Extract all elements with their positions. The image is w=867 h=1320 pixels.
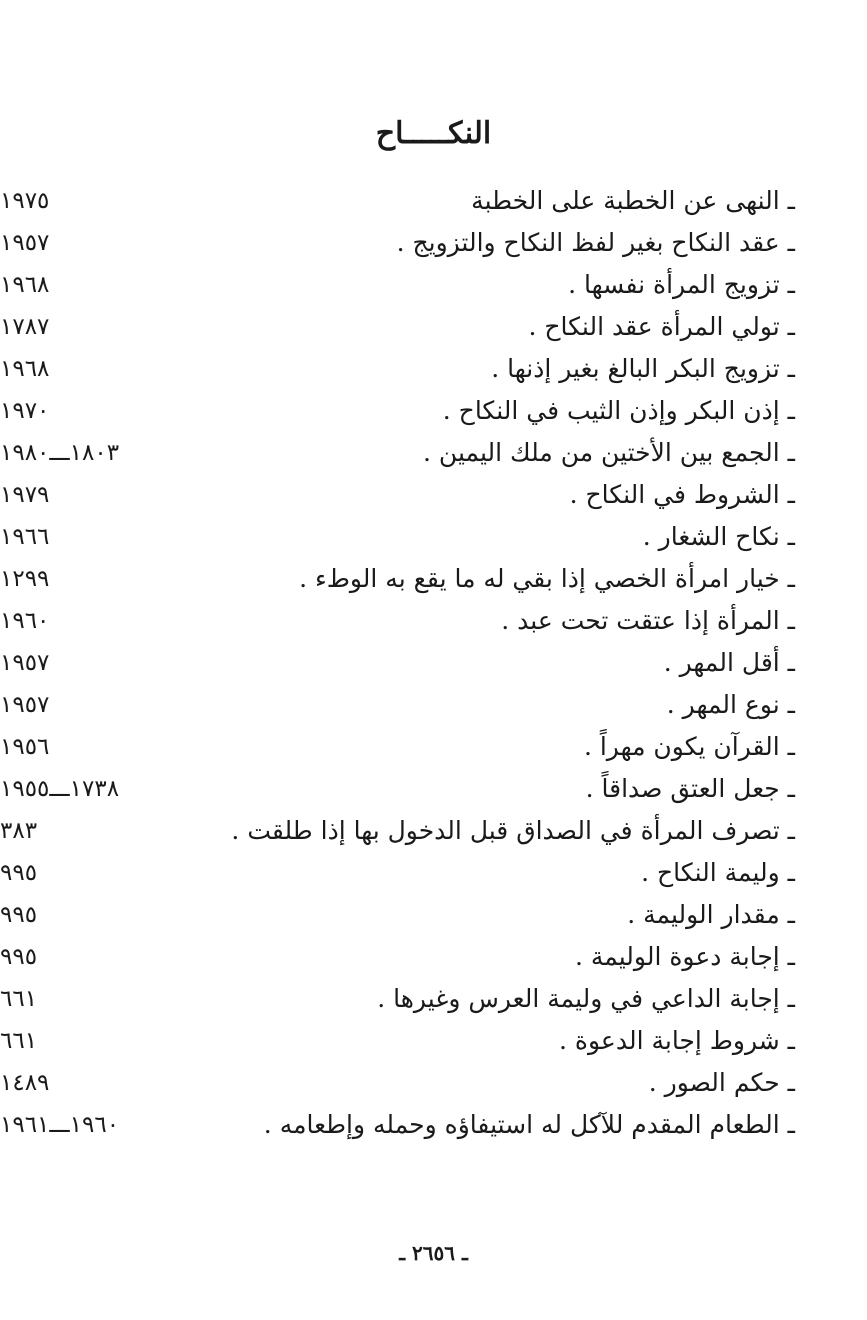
entry-pages: ٣٨٣ [0, 818, 38, 844]
page-number: ـ ٢٦٥٦ ـ [399, 1241, 468, 1265]
entry-text: ـ خيار امرأة الخصي إذا بقي له ما يقع به الوطء . [299, 564, 795, 593]
page-title: النكـــــاح [375, 116, 492, 151]
index-entry [0, 936, 867, 978]
entry-pages: ١٤٨٩ [0, 1070, 50, 1096]
index-entry [0, 768, 867, 810]
index-list [0, 180, 867, 1146]
index-entry [0, 684, 867, 726]
index-entry [0, 264, 867, 306]
entry-pages: ٩٩٥ [0, 944, 38, 970]
entry-text: ـ عقد النكاح بغير لفظ النكاح والتزويج . [396, 228, 795, 257]
entry-pages: ١٩٥٧ [0, 650, 50, 676]
index-entry [0, 726, 867, 768]
entry-pages: ١٩٧٥ [0, 188, 50, 214]
entry-text: ـ الشروط في النكاح . [569, 480, 795, 509]
entry-text: ـ مقدار الوليمة . [627, 900, 795, 929]
entry-pages: ١٨٠٣ـــ١٩٨٠ [0, 440, 120, 466]
index-entry [0, 348, 867, 390]
entry-text: ـ شروط إجابة الدعوة . [559, 1026, 795, 1055]
index-entry [0, 894, 867, 936]
entry-text: ـ القرآن يكون مهراً . [583, 732, 795, 761]
entry-text: ـ الطعام المقدم للآكل له استيفاؤه وحمله وإطعامه . [263, 1110, 795, 1139]
entry-text: ـ إجابة الداعي في وليمة العرس وغيرها . [377, 984, 795, 1013]
entry-text: ـ تصرف المرأة في الصداق قبل الدخول بها إذا طلقت . [231, 816, 795, 845]
entry-text: ـ المرأة إذا عتقت تحت عبد . [501, 606, 795, 635]
entry-text: ـ حكم الصور . [648, 1068, 795, 1097]
index-entry [0, 1104, 867, 1146]
entry-pages: ٩٩٥ [0, 860, 38, 886]
entry-text: ـ نوع المهر . [666, 690, 795, 719]
entry-text: ـ الجمع بين الأختين من ملك اليمين . [423, 438, 795, 467]
index-entry [0, 306, 867, 348]
index-entry [0, 978, 867, 1020]
entry-pages: ١٩٦٨ [0, 356, 50, 382]
entry-pages: ١٩٦٨ [0, 272, 50, 298]
index-entry [0, 222, 867, 264]
index-entry [0, 642, 867, 684]
entry-pages: ١٩٦٠ [0, 608, 50, 634]
entry-text: ـ إذن البكر وإذن الثيب في النكاح . [442, 396, 795, 425]
index-entry [0, 852, 867, 894]
entry-pages: ١٩٥٧ [0, 692, 50, 718]
entry-text: ـ تزويج المرأة نفسها . [568, 270, 795, 299]
index-entry [0, 1020, 867, 1062]
entry-pages: ١٩٥٦ [0, 734, 50, 760]
entry-pages: ١٩٦٠ـــ١٩٦١ [0, 1112, 120, 1138]
entry-pages: ١٢٩٩ [0, 566, 50, 592]
entry-pages: ١٩٥٧ [0, 230, 50, 256]
entry-text: ـ تولي المرأة عقد النكاح . [528, 312, 795, 341]
entry-pages: ٩٩٥ [0, 902, 38, 928]
entry-text: ـ جعل العتق صداقاً . [585, 774, 795, 803]
entry-text: ـ وليمة النكاح . [641, 858, 795, 887]
entry-text: ـ إجابة دعوة الوليمة . [575, 942, 795, 971]
entry-text: ـ أقل المهر . [663, 648, 795, 677]
index-entry [0, 432, 867, 474]
entry-text: ـ نكاح الشغار . [642, 522, 795, 551]
index-entry [0, 474, 867, 516]
entry-pages: ١٩٧٠ [0, 398, 50, 424]
entry-text: ـ النهى عن الخطبة على الخطبة [471, 186, 795, 215]
index-entry [0, 558, 867, 600]
index-entry [0, 180, 867, 222]
entry-pages: ١٩٧٩ [0, 482, 50, 508]
entry-pages: ١٧٨٧ [0, 314, 50, 340]
entry-pages: ٦٦١ [0, 986, 38, 1012]
entry-pages: ١٩٦٦ [0, 524, 50, 550]
index-entry [0, 810, 867, 852]
index-entry [0, 390, 867, 432]
index-entry [0, 1062, 867, 1104]
entry-pages: ٦٦١ [0, 1028, 38, 1054]
entry-text: ـ تزويج البكر البالغ بغير إذنها . [491, 354, 795, 383]
index-entry [0, 600, 867, 642]
index-entry [0, 516, 867, 558]
entry-pages: ١٧٣٨ـــ١٩٥٥ [0, 776, 120, 802]
